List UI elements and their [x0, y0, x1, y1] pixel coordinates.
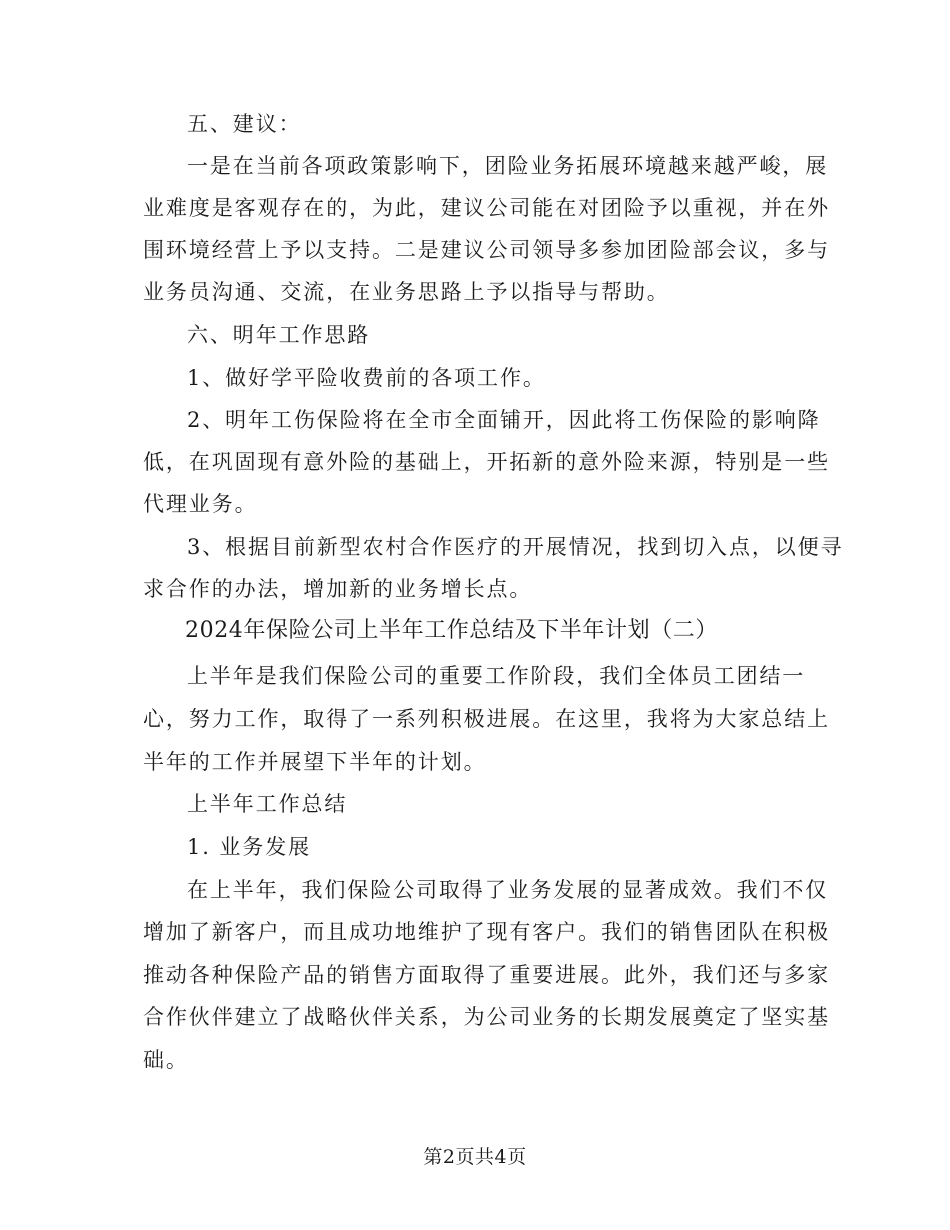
paragraph-line: 在上半年，我们保险公司取得了业务发展的显著成效。我们不仅: [187, 878, 829, 902]
paragraph-line: 围环境经营上予以支持。二是建议公司领导多参加团险部会议，多与: [143, 238, 830, 262]
intro-line: 半年的工作并展望下半年的计划。: [143, 750, 487, 774]
summary-heading: 上半年工作总结: [187, 792, 348, 816]
paragraph-line: 业难度是客观存在的，为此，建议公司能在对团险予以重视，并在外: [143, 196, 830, 220]
paragraph-line: 一是在当前各项政策影响下，团险业务拓展环境越来越严峻，展: [187, 154, 829, 178]
paragraph-line: 业务员沟通、交流，在业务思路上予以指导与帮助。: [143, 280, 670, 304]
list-item-3: 3、根据目前新型农村合作医疗的开展情况，找到切入点，以便寻: [187, 535, 844, 559]
paragraph-line: 增加了新客户，而且成功地维护了现有客户。我们的销售团队在积极: [143, 920, 830, 944]
list-item-2: 2、明年工伤保险将在全市全面铺开，因此将工伤保险的影响降: [187, 408, 821, 432]
paragraph-line: 低，在巩固现有意外险的基础上，开拓新的意外险来源，特别是一些: [143, 450, 830, 474]
intro-line: 心，努力工作，取得了一系列积极进展。在这里，我将为大家总结上: [143, 707, 830, 731]
page-number-footer: 第2页共4页: [423, 1146, 527, 1168]
point-1-heading: 1. 业务发展: [187, 835, 312, 859]
paragraph-line: 合作伙伴建立了战略伙伴关系，为公司业务的长期发展奠定了坚实基: [143, 1005, 830, 1029]
paragraph-line: 求合作的办法，增加新的业务增长点。: [143, 577, 533, 601]
section-5-title: 五、建议：: [187, 112, 302, 136]
paragraph-line: 础。: [143, 1048, 189, 1072]
paragraph-line: 推动各种保险产品的销售方面取得了重要进展。此外，我们还与多家: [143, 963, 830, 987]
list-item-1: 1、做好学平险收费前的各项工作。: [187, 366, 546, 390]
paragraph-line: 代理业务。: [143, 492, 258, 516]
article-title: 2024年保险公司上半年工作总结及下半年计划（二）: [185, 618, 718, 643]
section-6-title: 六、明年工作思路: [187, 323, 371, 347]
intro-line: 上半年是我们保险公司的重要工作阶段，我们全体员工团结一: [187, 664, 806, 688]
